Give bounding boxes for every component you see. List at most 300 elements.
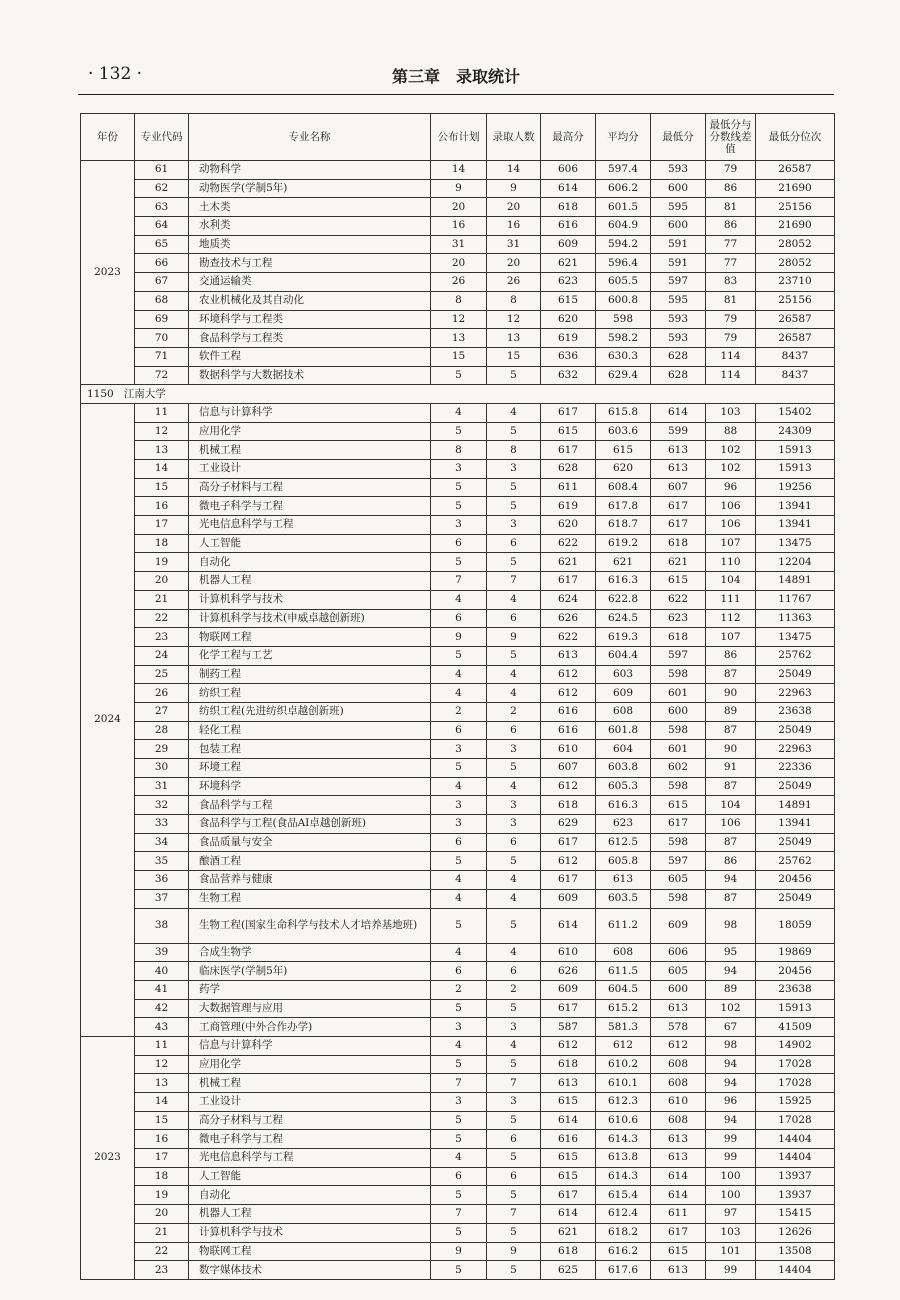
avg-score: 604.4 — [596, 646, 651, 665]
table-row — [81, 310, 835, 329]
avg-score: 615 — [596, 441, 651, 460]
min-rank: 28052 — [756, 235, 835, 254]
min-score: 593 — [651, 161, 706, 180]
major-name: 应用化学 — [189, 422, 431, 441]
major-name: 信息与计算科学 — [189, 403, 431, 422]
plan-count: 5 — [431, 366, 487, 385]
avg-score: 601.5 — [596, 198, 651, 217]
table-row — [81, 759, 835, 778]
min-rank: 12626 — [756, 1223, 835, 1242]
avg-score: 608 — [596, 702, 651, 721]
admitted-count: 14 — [487, 161, 541, 180]
min-score: 600 — [651, 217, 706, 236]
min-rank: 25156 — [756, 198, 835, 217]
max-score: 622 — [541, 534, 596, 553]
admitted-count: 9 — [487, 179, 541, 198]
major-code: 12 — [135, 422, 189, 441]
min-score: 622 — [651, 590, 706, 609]
avg-score: 614.3 — [596, 1167, 651, 1186]
min-rank: 23638 — [756, 702, 835, 721]
table-row — [81, 347, 835, 366]
min-score: 610 — [651, 1093, 706, 1112]
min-diff: 99 — [706, 1261, 756, 1280]
min-diff: 77 — [706, 235, 756, 254]
admitted-count: 5 — [487, 366, 541, 385]
plan-count: 16 — [431, 217, 487, 236]
table-row — [81, 198, 835, 217]
plan-count: 2 — [431, 702, 487, 721]
avg-score: 605.5 — [596, 273, 651, 292]
min-score: 595 — [651, 198, 706, 217]
avg-score: 612.3 — [596, 1093, 651, 1112]
admitted-count: 20 — [487, 198, 541, 217]
major-code: 68 — [135, 291, 189, 310]
chapter-title: 第三章 录取统计 — [391, 67, 520, 86]
table-row — [81, 497, 835, 516]
min-score: 618 — [651, 628, 706, 647]
max-score: 610 — [541, 740, 596, 759]
min-score: 600 — [651, 702, 706, 721]
major-code: 69 — [135, 310, 189, 329]
min-score: 597 — [651, 646, 706, 665]
avg-score: 601.8 — [596, 721, 651, 740]
admitted-count: 6 — [487, 962, 541, 981]
max-score: 626 — [541, 962, 596, 981]
max-score: 619 — [541, 329, 596, 348]
major-code: 34 — [135, 833, 189, 852]
admitted-count: 5 — [487, 646, 541, 665]
min-rank: 14404 — [756, 1130, 835, 1149]
major-code: 13 — [135, 1074, 189, 1093]
major-name: 光电信息科学与工程 — [189, 516, 431, 535]
max-score: 613 — [541, 1074, 596, 1093]
table-row — [81, 217, 835, 236]
table-row — [81, 999, 835, 1018]
admitted-count: 6 — [487, 1130, 541, 1149]
min-rank: 15913 — [756, 460, 835, 479]
admitted-count: 6 — [487, 721, 541, 740]
max-score: 614 — [541, 908, 596, 943]
avg-score: 620 — [596, 460, 651, 479]
min-rank: 25762 — [756, 646, 835, 665]
table-row — [81, 516, 835, 535]
admitted-count: 7 — [487, 1074, 541, 1093]
plan-count: 6 — [431, 962, 487, 981]
table-row — [81, 161, 835, 180]
min-score: 598 — [651, 721, 706, 740]
avg-score: 594.2 — [596, 235, 651, 254]
min-score: 591 — [651, 235, 706, 254]
plan-count: 5 — [431, 1186, 487, 1205]
min-diff: 106 — [706, 815, 756, 834]
min-score: 605 — [651, 962, 706, 981]
major-name: 食品营养与健康 — [189, 871, 431, 890]
table-row — [81, 980, 835, 999]
major-code: 71 — [135, 347, 189, 366]
min-diff: 79 — [706, 310, 756, 329]
admitted-count: 8 — [487, 291, 541, 310]
plan-count: 6 — [431, 721, 487, 740]
min-score: 613 — [651, 1149, 706, 1168]
plan-count: 5 — [431, 478, 487, 497]
avg-score: 600.8 — [596, 291, 651, 310]
major-code: 31 — [135, 777, 189, 796]
avg-score: 615.8 — [596, 403, 651, 422]
table-row — [81, 478, 835, 497]
max-score: 617 — [541, 1186, 596, 1205]
plan-count: 4 — [431, 1036, 487, 1055]
min-score: 623 — [651, 609, 706, 628]
max-score: 611 — [541, 478, 596, 497]
avg-score: 610.2 — [596, 1055, 651, 1074]
plan-count: 2 — [431, 980, 487, 999]
admitted-count: 2 — [487, 980, 541, 999]
admitted-count: 3 — [487, 1018, 541, 1037]
min-diff: 94 — [706, 1074, 756, 1093]
max-score: 615 — [541, 291, 596, 310]
plan-count: 4 — [431, 590, 487, 609]
min-diff: 89 — [706, 702, 756, 721]
admitted-count: 5 — [487, 759, 541, 778]
min-diff: 102 — [706, 441, 756, 460]
major-code: 23 — [135, 628, 189, 647]
avg-score: 612.5 — [596, 833, 651, 852]
max-score: 629 — [541, 815, 596, 834]
plan-count: 5 — [431, 422, 487, 441]
min-score: 600 — [651, 980, 706, 999]
table-row — [81, 852, 835, 871]
min-score: 628 — [651, 347, 706, 366]
major-name: 软件工程 — [189, 347, 431, 366]
major-code: 66 — [135, 254, 189, 273]
major-code: 41 — [135, 980, 189, 999]
table-row — [81, 628, 835, 647]
plan-count: 5 — [431, 553, 487, 572]
min-diff: 79 — [706, 161, 756, 180]
min-diff: 94 — [706, 962, 756, 981]
min-rank: 22336 — [756, 759, 835, 778]
min-diff: 89 — [706, 980, 756, 999]
min-diff: 87 — [706, 889, 756, 908]
max-score: 615 — [541, 422, 596, 441]
min-diff: 110 — [706, 553, 756, 572]
plan-count: 13 — [431, 329, 487, 348]
min-score: 593 — [651, 329, 706, 348]
admitted-count: 5 — [487, 422, 541, 441]
avg-score: 618.2 — [596, 1223, 651, 1242]
avg-score: 598.2 — [596, 329, 651, 348]
table-row — [81, 553, 835, 572]
admitted-count: 3 — [487, 1093, 541, 1112]
table-row — [81, 366, 835, 385]
min-rank: 13475 — [756, 534, 835, 553]
major-name: 制药工程 — [189, 665, 431, 684]
admitted-count: 5 — [487, 1149, 541, 1168]
major-name: 勘查技术与工程 — [189, 254, 431, 273]
max-score: 620 — [541, 310, 596, 329]
plan-count: 31 — [431, 235, 487, 254]
header-avg-score: 平均分 — [596, 114, 651, 161]
major-name: 生物工程(国家生命科学与技术人才培养基地班) — [189, 908, 431, 943]
min-diff: 81 — [706, 291, 756, 310]
table-row — [81, 273, 835, 292]
max-score: 632 — [541, 366, 596, 385]
admitted-count: 20 — [487, 254, 541, 273]
major-name: 物联网工程 — [189, 628, 431, 647]
min-diff: 94 — [706, 1111, 756, 1130]
max-score: 621 — [541, 1223, 596, 1242]
avg-score: 596.4 — [596, 254, 651, 273]
table-row — [81, 871, 835, 890]
avg-score: 611.5 — [596, 962, 651, 981]
admitted-count: 5 — [487, 553, 541, 572]
table-row — [81, 1186, 835, 1205]
min-diff: 87 — [706, 665, 756, 684]
avg-score: 581.3 — [596, 1018, 651, 1037]
table-row — [81, 422, 835, 441]
major-code: 33 — [135, 815, 189, 834]
table-body — [81, 161, 835, 1280]
table-row — [81, 646, 835, 665]
table-row — [81, 1167, 835, 1186]
max-score: 609 — [541, 235, 596, 254]
min-score: 612 — [651, 1036, 706, 1055]
min-rank: 20456 — [756, 962, 835, 981]
plan-count: 7 — [431, 1074, 487, 1093]
table-row — [81, 1223, 835, 1242]
table-row — [81, 665, 835, 684]
major-code: 17 — [135, 1149, 189, 1168]
major-code: 22 — [135, 1242, 189, 1261]
major-name: 工商管理(中外合作办学) — [189, 1018, 431, 1037]
plan-count: 14 — [431, 161, 487, 180]
min-rank: 21690 — [756, 179, 835, 198]
min-score: 605 — [651, 871, 706, 890]
admitted-count: 5 — [487, 999, 541, 1018]
min-score: 615 — [651, 796, 706, 815]
major-code: 14 — [135, 460, 189, 479]
major-name: 临床医学(学制5年) — [189, 962, 431, 981]
max-score: 616 — [541, 721, 596, 740]
plan-count: 6 — [431, 1167, 487, 1186]
plan-count: 5 — [431, 1111, 487, 1130]
min-score: 597 — [651, 852, 706, 871]
avg-score: 598 — [596, 310, 651, 329]
plan-count: 8 — [431, 441, 487, 460]
max-score: 616 — [541, 217, 596, 236]
table-row — [81, 1111, 835, 1130]
major-name: 自动化 — [189, 1186, 431, 1205]
major-code: 38 — [135, 908, 189, 943]
avg-score: 604.9 — [596, 217, 651, 236]
min-diff: 87 — [706, 721, 756, 740]
major-code: 29 — [135, 740, 189, 759]
avg-score: 610.1 — [596, 1074, 651, 1093]
major-name: 高分子材料与工程 — [189, 478, 431, 497]
min-score: 614 — [651, 1167, 706, 1186]
major-code: 61 — [135, 161, 189, 180]
major-code: 19 — [135, 1186, 189, 1205]
max-score: 613 — [541, 646, 596, 665]
min-score: 608 — [651, 1111, 706, 1130]
major-code: 36 — [135, 871, 189, 890]
max-score: 623 — [541, 273, 596, 292]
plan-count: 20 — [431, 254, 487, 273]
major-name: 环境科学与工程类 — [189, 310, 431, 329]
avg-score: 614.3 — [596, 1130, 651, 1149]
min-score: 591 — [651, 254, 706, 273]
major-name: 水利类 — [189, 217, 431, 236]
plan-count: 4 — [431, 777, 487, 796]
major-name: 数据科学与大数据技术 — [189, 366, 431, 385]
plan-count: 4 — [431, 684, 487, 703]
major-code: 40 — [135, 962, 189, 981]
admitted-count: 16 — [487, 217, 541, 236]
plan-count: 4 — [431, 871, 487, 890]
min-rank: 13941 — [756, 497, 835, 516]
min-rank: 14404 — [756, 1149, 835, 1168]
min-score: 621 — [651, 553, 706, 572]
min-score: 578 — [651, 1018, 706, 1037]
table-row — [81, 1205, 835, 1224]
major-code: 70 — [135, 329, 189, 348]
major-code: 23 — [135, 1261, 189, 1280]
major-code: 12 — [135, 1055, 189, 1074]
min-diff: 106 — [706, 497, 756, 516]
major-name: 动物科学 — [189, 161, 431, 180]
min-diff: 91 — [706, 759, 756, 778]
min-diff: 112 — [706, 609, 756, 628]
min-diff: 83 — [706, 273, 756, 292]
school-row — [81, 385, 835, 404]
admitted-count: 4 — [487, 1036, 541, 1055]
plan-count: 6 — [431, 833, 487, 852]
major-code: 63 — [135, 198, 189, 217]
major-name: 机器人工程 — [189, 1205, 431, 1224]
plan-count: 4 — [431, 889, 487, 908]
min-diff: 114 — [706, 366, 756, 385]
min-diff: 100 — [706, 1167, 756, 1186]
max-score: 587 — [541, 1018, 596, 1037]
min-rank: 23710 — [756, 273, 835, 292]
max-score: 617 — [541, 871, 596, 890]
min-rank: 25156 — [756, 291, 835, 310]
major-code: 30 — [135, 759, 189, 778]
year-cell: 2023 — [81, 161, 135, 385]
min-rank: 13937 — [756, 1167, 835, 1186]
plan-count: 3 — [431, 740, 487, 759]
table-row — [81, 441, 835, 460]
table-row — [81, 1261, 835, 1280]
max-score: 616 — [541, 702, 596, 721]
admitted-count: 4 — [487, 871, 541, 890]
min-diff: 103 — [706, 1223, 756, 1242]
avg-score: 597.4 — [596, 161, 651, 180]
min-rank: 14404 — [756, 1261, 835, 1280]
min-score: 602 — [651, 759, 706, 778]
major-code: 18 — [135, 1167, 189, 1186]
major-code: 15 — [135, 478, 189, 497]
major-code: 39 — [135, 943, 189, 962]
table-row — [81, 572, 835, 591]
table-row — [81, 179, 835, 198]
max-score: 622 — [541, 628, 596, 647]
major-code: 11 — [135, 1036, 189, 1055]
avg-score: 624.5 — [596, 609, 651, 628]
min-diff: 102 — [706, 999, 756, 1018]
min-rank: 25049 — [756, 889, 835, 908]
major-name: 计算机科学与技术 — [189, 590, 431, 609]
max-score: 606 — [541, 161, 596, 180]
min-score: 615 — [651, 572, 706, 591]
table-row — [81, 833, 835, 852]
max-score: 636 — [541, 347, 596, 366]
min-score: 606 — [651, 943, 706, 962]
table-row — [81, 777, 835, 796]
avg-score: 605.8 — [596, 852, 651, 871]
major-name: 轻化工程 — [189, 721, 431, 740]
major-name: 大数据管理与应用 — [189, 999, 431, 1018]
table-row — [81, 1036, 835, 1055]
max-score: 617 — [541, 403, 596, 422]
major-name: 工业设计 — [189, 1093, 431, 1112]
major-code: 42 — [135, 999, 189, 1018]
avg-score: 617.6 — [596, 1261, 651, 1280]
major-name: 工业设计 — [189, 460, 431, 479]
plan-count: 9 — [431, 179, 487, 198]
table-row — [81, 403, 835, 422]
table-row — [81, 460, 835, 479]
table-row — [81, 740, 835, 759]
max-score: 612 — [541, 1036, 596, 1055]
major-code: 16 — [135, 497, 189, 516]
admitted-count: 5 — [487, 852, 541, 871]
min-diff: 90 — [706, 740, 756, 759]
major-name: 合成生物学 — [189, 943, 431, 962]
min-rank: 15402 — [756, 403, 835, 422]
min-rank: 22963 — [756, 740, 835, 759]
major-code: 13 — [135, 441, 189, 460]
admitted-count: 3 — [487, 815, 541, 834]
avg-score: 606.2 — [596, 179, 651, 198]
min-score: 618 — [651, 534, 706, 553]
plan-count: 5 — [431, 759, 487, 778]
major-code: 43 — [135, 1018, 189, 1037]
max-score: 617 — [541, 999, 596, 1018]
min-score: 614 — [651, 403, 706, 422]
max-score: 617 — [541, 441, 596, 460]
min-diff: 100 — [706, 1186, 756, 1205]
table-row — [81, 254, 835, 273]
table-row — [81, 1055, 835, 1074]
avg-score: 605.3 — [596, 777, 651, 796]
min-rank: 8437 — [756, 366, 835, 385]
plan-count: 3 — [431, 796, 487, 815]
min-score: 609 — [651, 908, 706, 943]
min-rank: 24309 — [756, 422, 835, 441]
table-row — [81, 609, 835, 628]
max-score: 620 — [541, 516, 596, 535]
table-row — [81, 1093, 835, 1112]
max-score: 618 — [541, 1055, 596, 1074]
max-score: 628 — [541, 460, 596, 479]
major-code: 16 — [135, 1130, 189, 1149]
min-rank: 15913 — [756, 441, 835, 460]
max-score: 618 — [541, 198, 596, 217]
min-score: 608 — [651, 1074, 706, 1093]
major-name: 高分子材料与工程 — [189, 1111, 431, 1130]
major-name: 纺织工程 — [189, 684, 431, 703]
